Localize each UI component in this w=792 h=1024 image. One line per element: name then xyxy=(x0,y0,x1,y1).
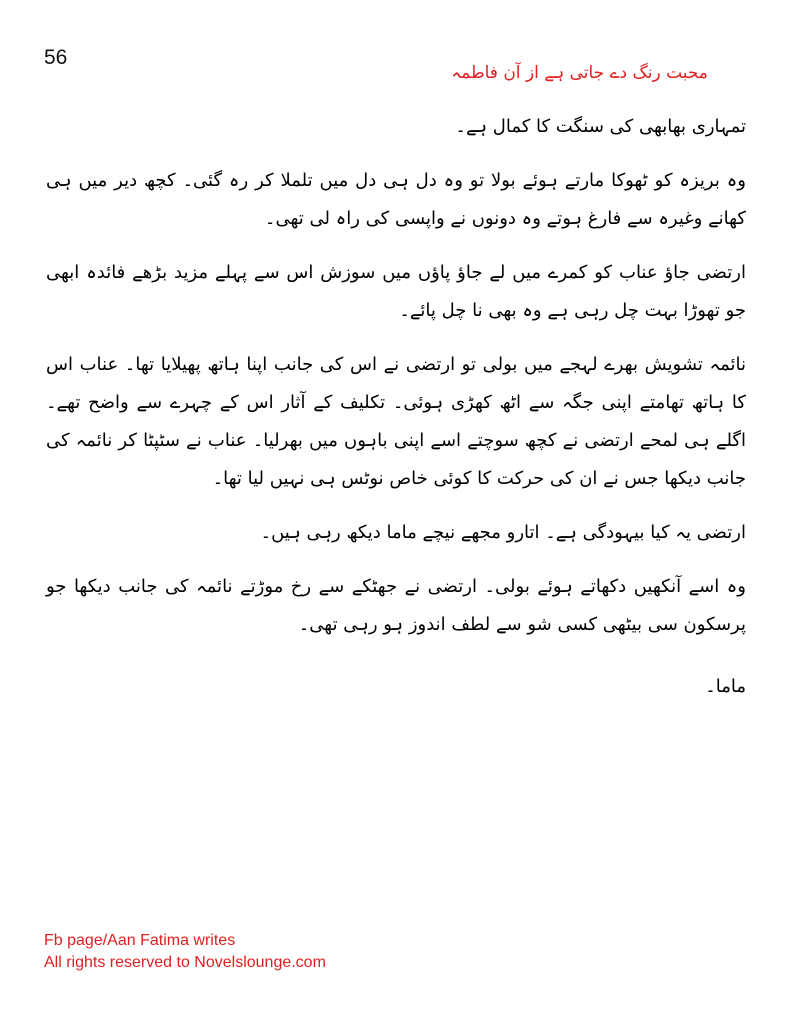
paragraph-1: تمہاری بھابھی کی سنگت کا کمال ہے۔ xyxy=(455,116,746,137)
footer-rights: All rights reserved to Novelslounge.com xyxy=(44,954,326,971)
story-body xyxy=(46,108,746,722)
page-number: 56 xyxy=(44,46,68,69)
paragraph-2: وہ بریزہ کو ٹھوکا مارتے ہوئے بولا تو وہ دل ہی دل میں تلملا کر رہ گئی۔ کچھ دیر میں ہی کھانے وغیرہ سے فارغ ہوتے وہ دونوں نے واپسی کی راہ لی تھی۔ xyxy=(46,170,746,229)
paragraph-6: وہ اسے آنکھیں دکھاتے ہوئے بولی۔ ارتضی نے جھٹکے سے رخ موڑتے نائمہ کی جانب دیکھا جو پرسکون سی بیٹھی کسی شو سے لطف اندوز ہو رہی تھی۔ xyxy=(46,576,746,635)
paragraph-3: ارتضی جاؤ عناب کو کمرے میں لے جاؤ پاؤں میں سوزش اس سے پہلے مزید بڑھے فائدہ ابھی جو تھوڑا بہت چل رہی ہے وہ بھی نا چل پائے۔ xyxy=(46,262,746,321)
paragraph-7: ماما۔ xyxy=(705,676,746,697)
paragraph-4: نائمہ تشویش بھرے لہجے میں بولی تو ارتضی نے اس کی جانب اپنا ہاتھ پھیلایا تھا۔ عناب اس کا ہاتھ تھامتے اپنی جگہ سے اٹھ کھڑی ہوئی۔ تکلیف کے آثار اس کے چہرے سے واضح تھے۔ اگلے ہی لمحے ارتضی نے کچھ سوچتے اسے اپنی باہوں میں بھرلیا۔ عناب نے سٹپٹا کر نائمہ کی جانب دیکھا جس نے ان کی حرکت کا کوئی خاص نوٹس ہی نہیں لیا تھا۔ xyxy=(46,354,746,489)
paragraph-5: ارتضی یہ کیا بیہودگی ہے۔ اتارو مجھے نیچے ماما دیکھ رہی ہیں۔ xyxy=(260,522,746,543)
footer-credits xyxy=(44,930,326,974)
footer-fb-page: Fb page/Aan Fatima writes xyxy=(44,932,236,949)
novel-title-header: محبت رنگ دے جاتی ہے از آن فاطمہ xyxy=(451,63,708,83)
